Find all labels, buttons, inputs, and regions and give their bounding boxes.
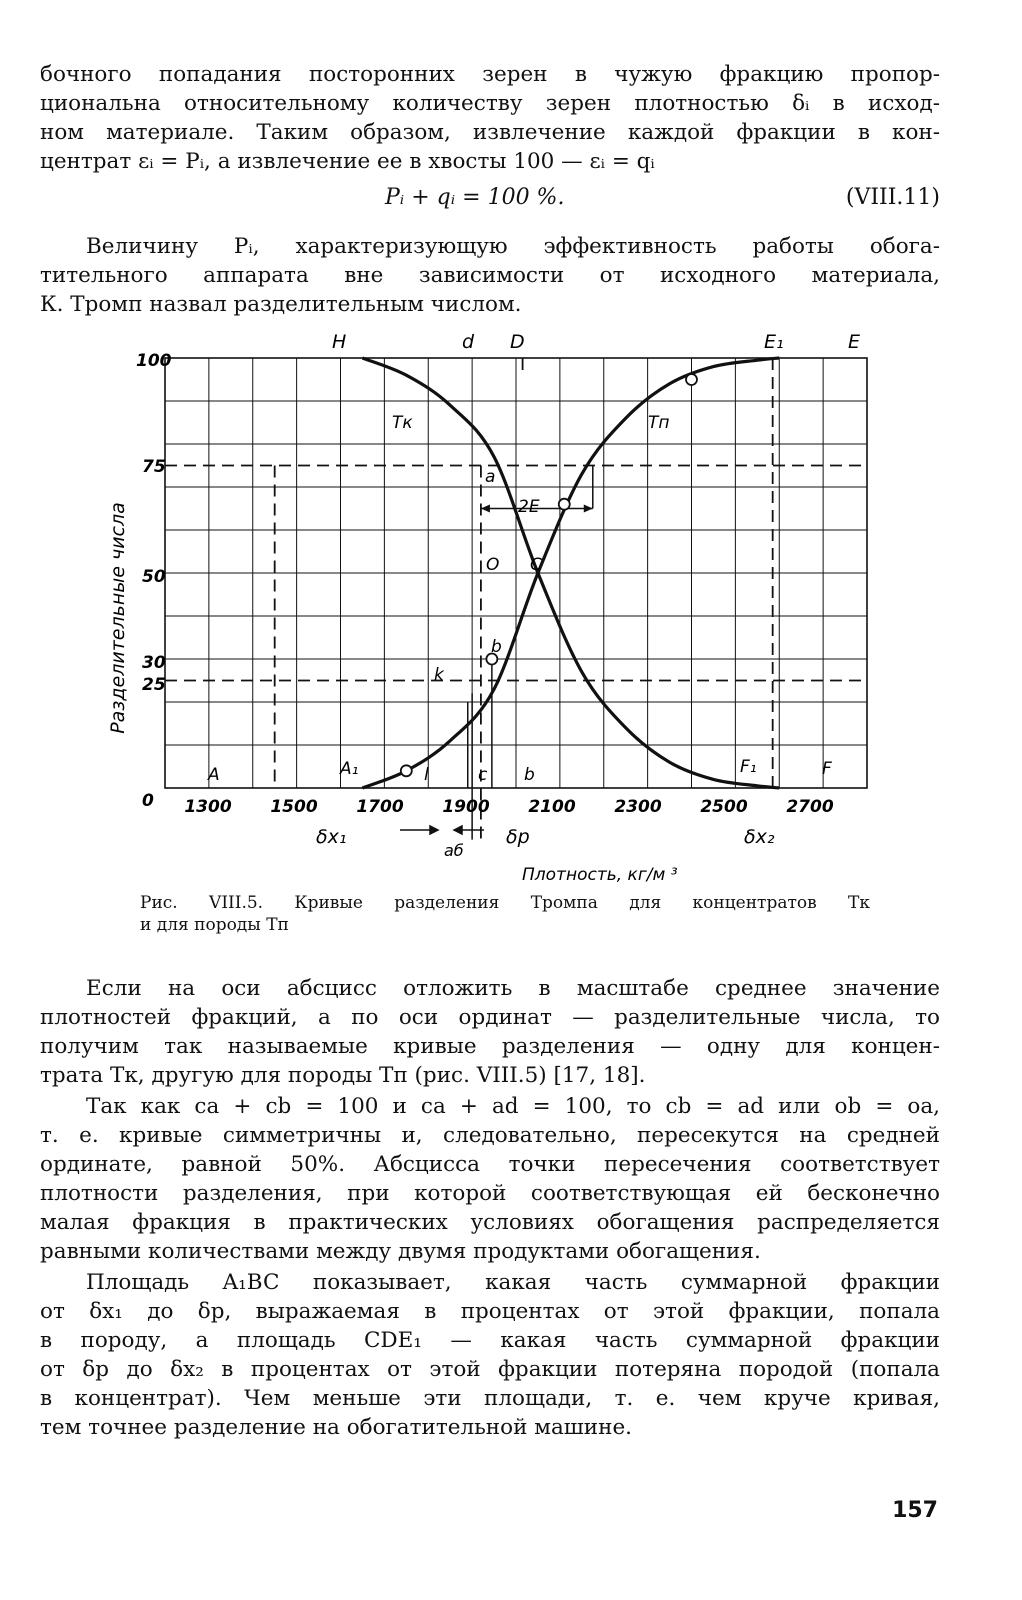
p1-line-2: плотностей фракций, а по оси ординат — разделительные числа, то	[40, 1005, 940, 1030]
label-E1: E₁	[764, 331, 784, 353]
p3-line-6: тем точнее разделение на обогатительной машине.	[40, 1415, 632, 1440]
y-tick-50: 50	[142, 567, 166, 587]
label-Tk: Tк	[392, 413, 413, 433]
y-tick-75: 75	[142, 457, 166, 477]
label-A1: A₁	[340, 759, 359, 779]
x-axis-label: Плотность, кг/м ³	[522, 865, 678, 885]
top-line-2: циональна относительному количеству зерен плотностью δᵢ в исход-	[40, 91, 940, 116]
arrow-2E-left	[481, 505, 490, 513]
para2-line-2: тительного аппарата вне зависимости от исходного материала,	[40, 263, 940, 288]
figure-caption-line-2: и для породы Tп	[140, 915, 289, 935]
y-tick-25: 25	[142, 675, 166, 695]
p2-line-5: малая фракция в практических условиях обогащения распределяется	[40, 1210, 940, 1235]
p2-line-3: ординате, равной 50%. Абсцисса точки пересечения соответствует	[40, 1152, 940, 1177]
label-Tp: Tп	[648, 413, 670, 433]
label-a: a	[485, 467, 496, 487]
x-tick-1700: 1700	[356, 797, 404, 817]
arrow-2E-right	[584, 505, 593, 513]
p3-line-5: в концентрат). Чем меньше эти площади, т. е. чем круче кривая,	[40, 1386, 940, 1411]
p2-line-2: т. е. кривые симметричны и, следовательно, пересекутся на средней	[40, 1123, 940, 1148]
tromp-chart	[100, 328, 910, 888]
y-tick-30: 30	[142, 653, 166, 673]
label-k: k	[434, 665, 444, 685]
top-line-1: бочного попадания посторонних зерен в чужую фракцию пропор-	[40, 62, 940, 87]
label-E: E	[848, 331, 861, 353]
top-line-3: ном материале. Таким образом, извлечение каждой фракции в кон-	[40, 120, 940, 145]
chart-grid	[165, 358, 867, 788]
p3-line-3: в породу, а площадь CDE₁ — какая часть суммарной фракции	[40, 1328, 940, 1353]
label-H: H	[332, 331, 347, 353]
label-C-upper: C	[530, 555, 542, 575]
label-ab: аб	[444, 841, 464, 860]
p1-line-4: трата Tк, другую для породы Tп (рис. VIII.5) [17, 18].	[40, 1063, 646, 1088]
label-D: D	[510, 331, 525, 353]
y-tick-100: 100	[136, 351, 172, 371]
label-c-lower: c	[478, 765, 488, 785]
p2-line-4: плотности разделения, при которой соответствующая ей бесконечно	[40, 1181, 940, 1206]
p2-line-6: равными количествами между двумя продуктами обогащения.	[40, 1239, 761, 1264]
p3-line-1: Площадь A₁BC показывает, какая часть суммарной фракции	[86, 1270, 940, 1295]
marker-3	[686, 374, 697, 385]
x-tick-1300: 1300	[184, 797, 232, 817]
label-d: d	[462, 331, 475, 353]
x-tick-2500: 2500	[700, 797, 748, 817]
para2-line-1: Величину Pᵢ, характеризующую эффективность работы обога-	[86, 234, 940, 259]
equation-formula: Pᵢ + qᵢ = 100 %.	[385, 185, 565, 210]
x-tick-1900: 1900	[442, 797, 490, 817]
label-A: A	[208, 765, 220, 785]
y-axis-label: Разделительные числа	[107, 502, 129, 734]
label-b-lower: b	[524, 765, 535, 785]
p2-line-1: Так как ca + cb = 100 и ca + ad = 100, то cb = ad или ob = oa,	[86, 1094, 940, 1119]
label-dx1: δx₁	[316, 826, 347, 848]
equation-number: (VIII.11)	[845, 185, 940, 210]
label-O: O	[486, 555, 500, 575]
chart-markers	[401, 374, 697, 776]
figure-caption-line-1: Рис. VIII.5. Кривые разделения Тромпа для концентратов Tк	[140, 893, 870, 913]
x-tick-2700: 2700	[786, 797, 834, 817]
y-tick-0: 0	[142, 791, 154, 811]
label-2E: 2E	[518, 497, 540, 517]
label-dp: δр	[506, 826, 530, 848]
marker-2	[559, 499, 570, 510]
p3-line-2: от δx₁ до δр, выражаемая в процентах от этой фракции, попала	[40, 1299, 940, 1324]
label-F: F	[822, 759, 832, 779]
x-tick-2300: 2300	[614, 797, 662, 817]
x-tick-2100: 2100	[528, 797, 576, 817]
marker-0	[401, 765, 412, 776]
x-tick-1500: 1500	[270, 797, 318, 817]
figure-tromp-curves	[100, 328, 910, 888]
label-dx2: δx₂	[744, 826, 775, 848]
label-b-upper: b	[491, 637, 502, 657]
page-number: 157	[892, 1498, 938, 1523]
para2-line-3: К. Тромп назвал разделительным числом.	[40, 292, 522, 317]
label-F1: F₁	[740, 757, 757, 777]
p1-line-3: получим так называемые кривые разделения — одну для концен-	[40, 1034, 940, 1059]
p1-line-1: Если на оси абсцисс отложить в масштабе среднее значение	[86, 976, 940, 1001]
label-l: l	[424, 765, 429, 785]
p3-line-4: от δр до δx₂ в процентах от этой фракции потеряна породой (попала	[40, 1357, 940, 1382]
top-line-4: центрат εᵢ = Pᵢ, а извлечение ее в хвосты 100 — εᵢ = qᵢ	[40, 149, 655, 174]
